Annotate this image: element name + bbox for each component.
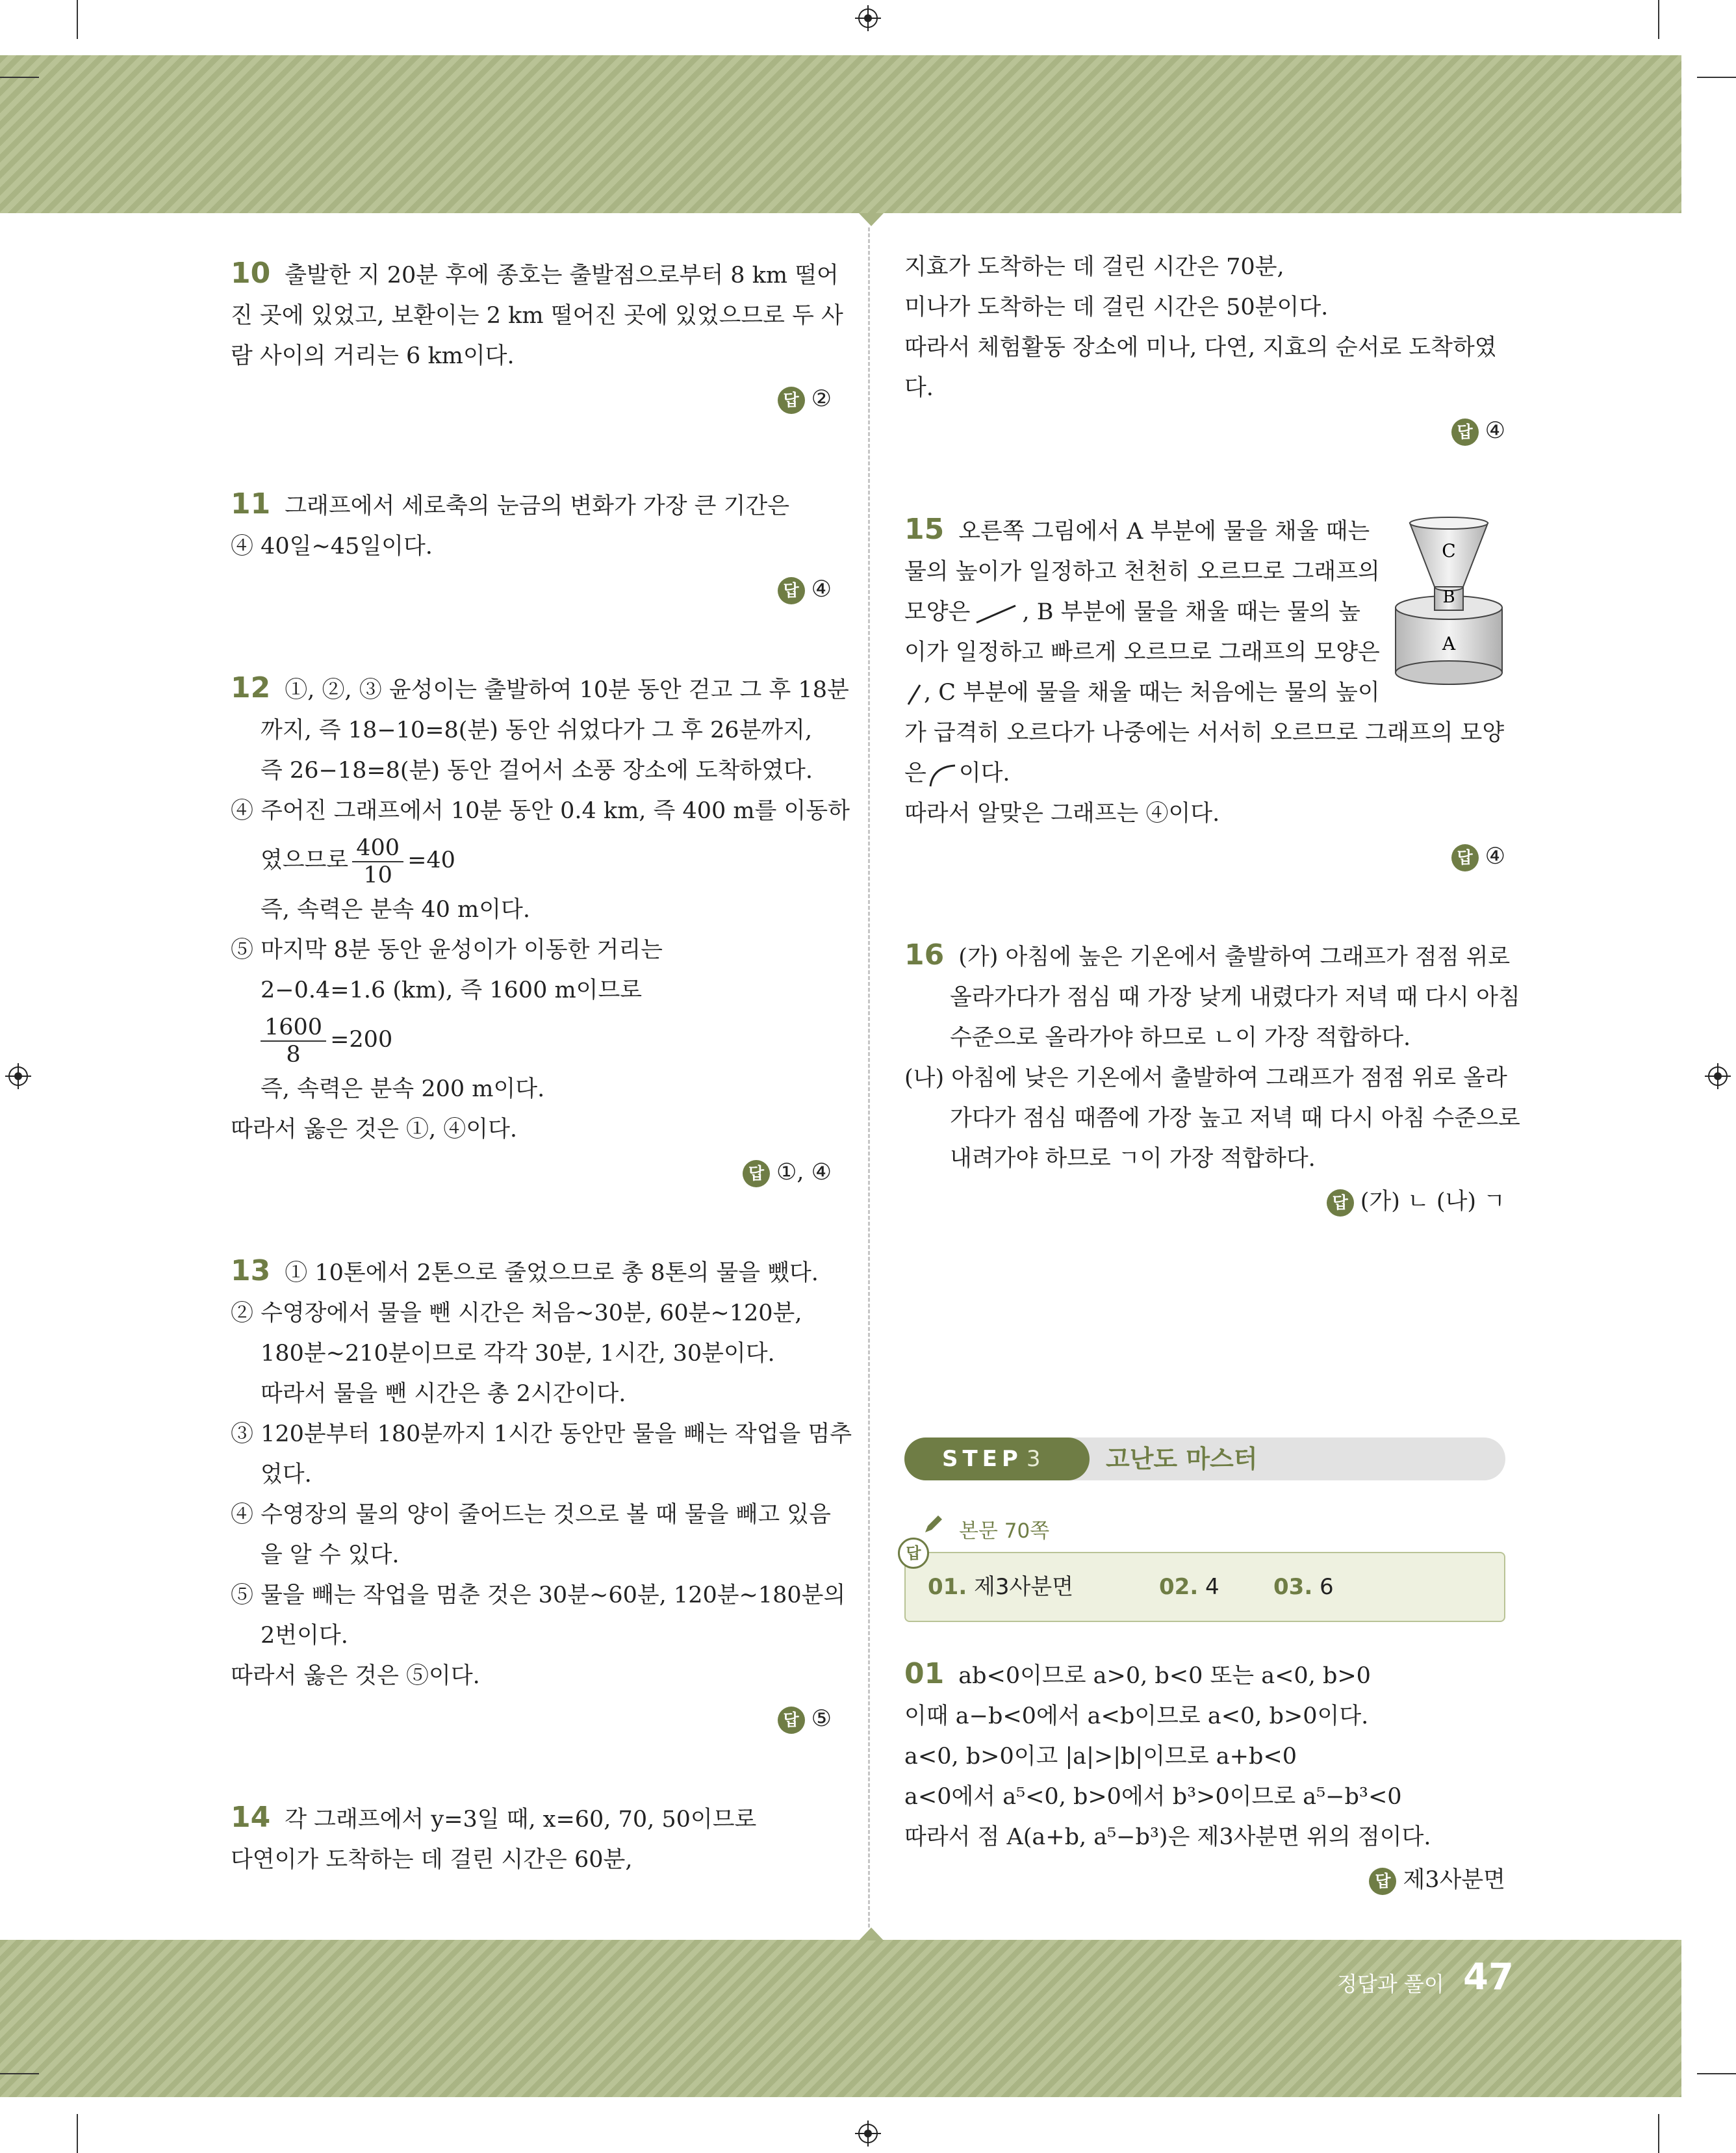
answer-value: ①, ④ xyxy=(776,1159,832,1185)
crop-mark xyxy=(1658,0,1659,39)
answer-line xyxy=(904,836,1505,877)
answer-box-badge: 답 xyxy=(898,1538,929,1569)
answer-badge: 답 xyxy=(778,387,805,414)
answer-item-text: 6 xyxy=(1320,1574,1334,1600)
text-line: 람 사이의 거리는 6 km이다. xyxy=(231,343,515,369)
text-line: 미나가 도착하는 데 걸린 시간은 50분이다. xyxy=(904,294,1329,320)
text-line: 따라서 점 A(a+b, a⁵−b³)은 제3사분면 위의 점이다. xyxy=(904,1824,1431,1850)
answer-value: ④ xyxy=(1485,844,1505,870)
question-number: 16 xyxy=(904,938,945,972)
question-number: 01 xyxy=(904,1657,945,1690)
text-line: 가 급격히 오르다가 나중에는 서서히 오르므로 그래프의 모양 xyxy=(904,720,1505,746)
answer-item xyxy=(1159,1553,1219,1621)
text-line: 지효가 도착하는 데 걸린 시간은 70분, xyxy=(904,254,1284,280)
answer-badge: 답 xyxy=(1327,1189,1354,1217)
answer-line xyxy=(904,1181,1505,1222)
text-line: 따라서 옳은 것은 ⑤이다. xyxy=(231,1663,480,1689)
crop-mark xyxy=(1697,77,1736,78)
registration-mark-icon xyxy=(5,1063,31,1089)
text-line: 따라서 물을 뺀 시간은 총 2시간이다. xyxy=(261,1381,626,1407)
fraction-numerator: 400 xyxy=(352,835,403,862)
answer-summary-box xyxy=(904,1552,1505,1622)
answer-item xyxy=(928,1553,1073,1621)
text-line: 이가 일정하고 빠르게 오르므로 그래프의 모양은 xyxy=(904,639,1380,665)
fraction xyxy=(261,1014,326,1068)
text-line: ① 10톤에서 2톤으로 줄었으므로 총 8톤의 물을 뺐다. xyxy=(285,1260,819,1286)
figure-label-b: B xyxy=(1442,587,1455,607)
text-fragment: 모양은 xyxy=(904,599,971,625)
text-line: 을 알 수 있다. xyxy=(261,1542,400,1568)
crop-mark xyxy=(77,2114,78,2153)
text-line: ab<0이므로 a>0, b<0 또는 a<0, b>0 xyxy=(958,1663,1371,1689)
question-number: 14 xyxy=(231,1801,271,1834)
text-line: 2−0.4=1.6 (km), 즉 1600 m이므로 xyxy=(261,977,643,1003)
fraction-denominator: 8 xyxy=(286,1041,301,1068)
answer-item-number: 03. xyxy=(1273,1574,1313,1600)
crop-mark xyxy=(77,0,78,39)
text-line: 다연이가 도착하는 데 걸린 시간은 60분, xyxy=(231,1847,633,1873)
text-fragment: , C 부분에 물을 채울 때는 처음에는 물의 높이 xyxy=(924,680,1380,706)
answer-badge: 답 xyxy=(1451,844,1479,871)
right-column xyxy=(904,247,1520,1222)
question-number: 15 xyxy=(904,513,945,546)
text-line: 이때 a−b<0에서 a<b이므로 a<0, b>0이다. xyxy=(904,1703,1369,1729)
text-fragment: =200 xyxy=(330,1027,393,1053)
text-line: 수준으로 올라가야 하므로 ㄴ이 가장 적합하다. xyxy=(950,1025,1411,1051)
text-fragment: 이다. xyxy=(958,760,1010,786)
answer-badge: 답 xyxy=(1451,419,1479,446)
question-01 xyxy=(904,1654,1505,1900)
text-fragment: , B 부분에 물을 채울 때는 물의 높 xyxy=(1022,599,1360,625)
text-line: 오른쪽 그림에서 A 부분에 물을 채울 때는 xyxy=(958,519,1370,545)
registration-mark-icon xyxy=(855,5,881,31)
step-header xyxy=(904,1437,1505,1480)
text-line: 180분~210분이므로 각각 30분, 1시간, 30분이다. xyxy=(261,1341,775,1367)
question-number: 13 xyxy=(231,1254,271,1287)
concave-curve-graph-icon xyxy=(926,762,959,788)
text-line: 가다가 점심 때쯤에 가장 높고 저녁 때 다시 아침 수준으로 xyxy=(950,1105,1520,1131)
container-figure xyxy=(1390,517,1507,686)
answer-value: ④ xyxy=(1485,418,1505,444)
text-line: 따라서 알맞은 그래프는 ④이다. xyxy=(904,801,1220,827)
fraction-numerator: 1600 xyxy=(261,1014,326,1042)
text-fragment: 은 xyxy=(904,760,926,786)
answer-line xyxy=(904,1860,1505,1900)
text-line: a<0에서 a⁵<0, b>0에서 b³>0이므로 a⁵−b³<0 xyxy=(904,1784,1402,1810)
pencil-icon xyxy=(923,1514,943,1535)
fraction-line xyxy=(231,1011,832,1069)
header-band xyxy=(0,55,1681,213)
answer-badge: 답 xyxy=(743,1160,770,1187)
answer-badge: 답 xyxy=(778,577,805,604)
text-line: 따라서 옳은 것은 ①, ④이다. xyxy=(231,1116,518,1142)
answer-item-number: 02. xyxy=(1159,1574,1199,1600)
answer-badge: 답 xyxy=(1369,1868,1396,1895)
question-12 xyxy=(231,668,850,1193)
text-line: ④ 주어진 그래프에서 10분 동안 0.4 km, 즉 400 m를 이동하 xyxy=(231,798,850,824)
answer-value: (가) ㄴ (나) ㄱ xyxy=(1360,1189,1505,1215)
crop-mark xyxy=(0,2073,39,2074)
question-14 xyxy=(231,1798,832,1880)
answer-line xyxy=(231,379,832,419)
text-line: 물의 높이가 일정하고 천천히 오르므로 그래프의 xyxy=(904,559,1380,585)
answer-line xyxy=(231,569,832,610)
crop-mark xyxy=(1658,2114,1659,2153)
text-line: ⑤ 물을 빼는 작업을 멈춘 것은 30분~60분, 120분~180분의 xyxy=(231,1582,846,1608)
column-divider xyxy=(868,227,870,1927)
step-pill xyxy=(904,1437,1090,1480)
answer-value: ④ xyxy=(811,576,832,602)
question-number: 10 xyxy=(231,257,271,290)
text-line: 각 그래프에서 y=3일 때, x=60, 70, 50이므로 xyxy=(285,1807,757,1833)
answer-item xyxy=(1273,1553,1334,1621)
page-number: 47 xyxy=(1463,1956,1514,1998)
left-column xyxy=(231,253,852,1880)
figure-label-a: A xyxy=(1442,633,1456,654)
text-line: 올라가다가 점심 때 가장 낮게 내렸다가 저녁 때 다시 아침 xyxy=(950,985,1520,1011)
question-14-continued xyxy=(904,247,1505,451)
text-line: 까지, 즉 18−10=8(분) 동안 쉬었다가 그 후 26분까지, xyxy=(261,717,813,743)
answer-line xyxy=(904,411,1505,451)
question-10 xyxy=(231,253,843,419)
answer-line xyxy=(231,1699,832,1739)
text-line: (나) 아침에 낮은 기온에서 출발하여 그래프가 점점 위로 올라 xyxy=(904,1065,1507,1091)
text-line: 다. xyxy=(904,375,934,401)
text-line: 따라서 체험활동 장소에 미나, 다연, 지효의 순서로 도착하였 xyxy=(904,335,1497,361)
figure-label-c: C xyxy=(1442,540,1456,561)
crop-mark xyxy=(0,77,39,78)
text-line: ④ 수영장의 물의 양이 줄어드는 것으로 볼 때 물을 빼고 있음 xyxy=(231,1502,831,1528)
text-line: 출발한 지 20분 후에 종호는 출발점으로부터 8 km 떨어 xyxy=(285,263,839,289)
text-line: ③ 120분부터 180분까지 1시간 동안만 물을 빼는 작업을 멈추 xyxy=(231,1421,852,1447)
text-line: 즉, 속력은 분속 200 m이다. xyxy=(261,1076,545,1102)
fraction-line xyxy=(231,831,832,890)
answer-badge: 답 xyxy=(778,1707,805,1734)
text-fragment: =40 xyxy=(407,847,455,873)
answer-value: ② xyxy=(811,386,832,412)
text-line: 즉, 속력은 분속 40 m이다. xyxy=(261,897,530,923)
text-line: a<0, b>0이고 |a|>|b|이므로 a+b<0 xyxy=(904,1744,1297,1770)
footer-label: 정답과 풀이 xyxy=(1337,1972,1444,1996)
question-13 xyxy=(231,1251,852,1739)
header-notch xyxy=(859,213,884,226)
footer-notch xyxy=(859,1927,884,1940)
text-fragment: 였으므로 xyxy=(261,847,349,873)
question-11 xyxy=(231,484,832,610)
text-line: ④ 40일~45일이다. xyxy=(231,534,433,560)
fraction xyxy=(352,835,403,888)
footer-band xyxy=(0,1940,1681,2097)
gentle-slope-graph-icon xyxy=(970,600,1022,626)
question-number: 12 xyxy=(231,671,271,704)
question-16 xyxy=(904,935,1520,1222)
text-line: 2번이다. xyxy=(261,1623,348,1649)
step-title: 고난도 마스터 xyxy=(1106,1445,1258,1473)
answer-item-text: 4 xyxy=(1205,1574,1219,1600)
answer-item-number: 01. xyxy=(928,1574,967,1600)
registration-mark-icon xyxy=(1705,1063,1731,1089)
answer-value: 제3사분면 xyxy=(1403,1867,1505,1893)
fraction-denominator: 10 xyxy=(363,862,392,888)
text-line: (가) 아침에 높은 기온에서 출발하여 그래프가 점점 위로 xyxy=(958,944,1511,970)
answer-line xyxy=(231,1152,832,1193)
text-line: 그래프에서 세로축의 눈금의 변화가 가장 큰 기간은 xyxy=(285,493,789,519)
text-line: 었다. xyxy=(261,1462,312,1488)
reference-page: 본문 70쪽 xyxy=(959,1519,1050,1543)
text-line: 내려가야 하므로 ㄱ이 가장 적합하다. xyxy=(950,1146,1316,1172)
step-label: STEP xyxy=(942,1446,1023,1472)
text-line: ⑤ 마지막 8분 동안 윤성이가 이동한 거리는 xyxy=(231,937,663,963)
text-line: 즉 26−18=8(분) 동안 걸어서 소풍 장소에 도착하였다. xyxy=(261,758,813,784)
text-line: ② 수영장에서 물을 뺀 시간은 처음~30분, 60분~120분, xyxy=(231,1300,802,1326)
answer-value: ⑤ xyxy=(811,1706,832,1732)
text-line: 진 곳에 있었고, 보환이는 2 km 떨어진 곳에 있었으므로 두 사 xyxy=(231,303,843,329)
crop-mark xyxy=(1697,2073,1736,2074)
registration-mark-icon xyxy=(855,2121,881,2147)
step-number: 3 xyxy=(1026,1446,1041,1472)
question-number: 11 xyxy=(231,487,271,521)
answer-item-text: 제3사분면 xyxy=(974,1574,1074,1600)
steep-slope-graph-icon xyxy=(904,681,924,707)
text-line: ①, ②, ③ 윤성이는 출발하여 10분 동안 걷고 그 후 18분 xyxy=(285,677,849,703)
